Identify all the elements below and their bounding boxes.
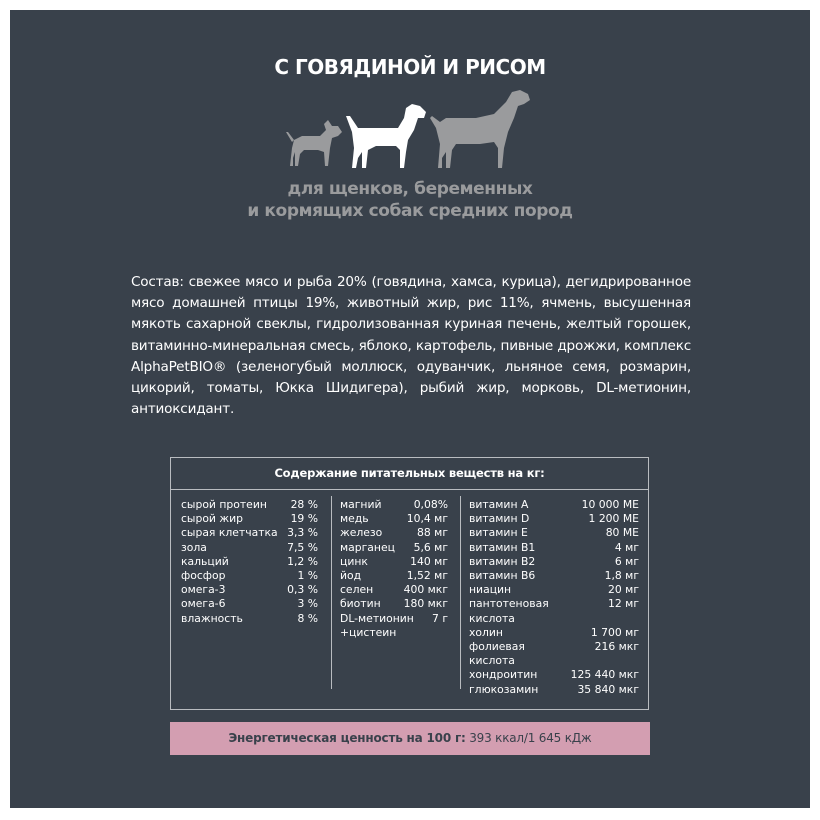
nutrient-name: витамин B6: [469, 569, 536, 583]
nutrient-table-heading: Содержание питательных веществ на кг:: [171, 458, 648, 490]
nutrient-value: 0,08%: [413, 498, 448, 511]
nutrient-row: [340, 555, 448, 569]
column-divider: [460, 496, 461, 689]
nutrient-row: [469, 640, 639, 668]
nutrient-name: пантотеновая кислота: [469, 597, 549, 625]
nutrient-row: [181, 569, 318, 583]
nutrient-value: 1 700 мг: [590, 625, 639, 639]
nutrient-value: 0,3 %: [287, 583, 318, 597]
nutrient-row: [340, 569, 448, 583]
nutrient-row: [340, 583, 448, 597]
nutrient-row: [469, 569, 639, 583]
nutrient-name: йод: [340, 569, 362, 583]
nutrient-value: 4 мг: [614, 540, 639, 554]
nutrient-value: 19 %: [290, 512, 318, 526]
nutrient-value: 1,52 мг: [406, 569, 448, 583]
nutrient-name: витамин E: [469, 526, 528, 540]
nutrient-name: витамин A: [469, 498, 529, 511]
energy-value-band: [170, 722, 650, 755]
nutrient-column-vitamins: [469, 498, 639, 697]
nutrient-value: 28 %: [290, 498, 318, 511]
nutrient-name: фосфор: [181, 569, 226, 583]
nutrient-name: магний: [340, 498, 382, 511]
nutrient-name: ниацин: [469, 583, 512, 597]
nutrient-row: [181, 512, 318, 526]
nutrient-name: сырой протеин: [181, 498, 267, 511]
nutrient-name: влажность: [181, 611, 243, 625]
nutrient-row: [469, 683, 639, 697]
nutrient-value: 8 %: [297, 611, 318, 625]
nutrient-value: 1 %: [297, 569, 318, 583]
nutrient-value: 7 г: [432, 611, 448, 625]
nutrient-value: 88 мг: [417, 526, 448, 540]
nutrient-name: сырой жир: [181, 512, 243, 526]
nutrient-row: [181, 541, 318, 555]
nutrient-value: 125 440 мкг: [570, 668, 639, 682]
nutrient-name: омега-3: [181, 583, 226, 597]
nutrient-row: [469, 583, 639, 597]
subtitle-line-2: и кормящих собак средних пород: [247, 201, 573, 221]
nutrient-row: [340, 526, 448, 540]
nutrient-row: [181, 597, 318, 611]
nutrient-value: 180 мкг: [403, 597, 448, 611]
nutrient-row: [340, 597, 448, 611]
nutrient-name: омега-6: [181, 597, 226, 611]
nutrient-value: 35 840 мкг: [577, 682, 639, 696]
nutrient-name: селен: [340, 583, 374, 597]
nutrient-name: железо: [340, 526, 383, 540]
nutrient-name: зола: [181, 540, 207, 554]
nutrient-row: [469, 526, 639, 540]
nutrient-row: [340, 612, 448, 640]
nutrient-row: [340, 512, 448, 526]
nutrient-value: 1,2 %: [287, 554, 318, 568]
nutrient-name: глюкозамин: [469, 682, 539, 696]
nutrient-column-minerals: [340, 498, 448, 640]
nutrient-name: биотин: [340, 597, 381, 611]
nutrient-row: [469, 498, 639, 512]
nutrient-row: [469, 512, 639, 526]
nutrient-name: цинк: [340, 554, 368, 568]
column-divider: [331, 496, 332, 689]
nutrient-row: [340, 541, 448, 555]
large-dog-icon: [430, 90, 530, 168]
target-audience: [0, 178, 820, 222]
nutrient-row: [469, 541, 639, 555]
nutrient-name: марганец: [340, 540, 395, 554]
nutrient-value: 216 мкг: [594, 640, 639, 654]
medium-dog-icon: [346, 104, 426, 168]
nutrient-row: [181, 526, 318, 540]
nutrient-name: витамин B2: [469, 554, 536, 568]
nutrient-name: DL-метионин +цистеин: [340, 611, 414, 639]
nutrient-value: 1 200 МЕ: [588, 512, 639, 526]
nutrient-value: 5,6 мг: [413, 540, 448, 554]
nutrient-name: сырая клетчатка: [181, 526, 278, 540]
nutrient-row: [340, 498, 448, 512]
product-title: С ГОВЯДИНОЙ И РИСОМ: [274, 55, 546, 79]
nutrient-value: 6 мг: [614, 554, 639, 568]
nutrient-value: 12 мг: [608, 597, 639, 611]
composition-text: Состав: свежее мясо и рыба 20% (говядина, хамса, курица), дегидрированное мясо домашней птицы 19%, животный жир, рис 11%, ячмень, высушенная мякоть сахарной свеклы, гидролизованная куриная печень, желтый горошек, витаминно-минеральная смесь, яблоко, картофель, пивные дрожжи, комплекс AlphaPetBIO® (зеленогубый моллюск, одуванчик, льняное семя, розмарин, цикорий, томаты, Юкка Шидигера), рыбий жир, морковь, DL-метионин, антиоксидант.: [131, 274, 691, 418]
subtitle-line-1: для щенков, беременных: [287, 179, 533, 199]
nutrient-row: [469, 555, 639, 569]
nutrient-row: [181, 612, 318, 626]
nutrient-value: 80 МЕ: [605, 526, 639, 540]
nutrient-value: 20 мг: [608, 583, 639, 597]
nutrient-value: 10,4 мг: [406, 512, 448, 526]
nutrient-value: 400 мкг: [403, 583, 448, 597]
nutrient-row: [469, 626, 639, 640]
nutrient-value: 3,3 %: [287, 526, 318, 540]
dog-size-icons: [280, 88, 540, 174]
nutrient-row: [181, 583, 318, 597]
nutrient-row: [469, 597, 639, 625]
energy-value: 393 ккал/1 645 кДж: [469, 731, 592, 745]
nutrient-value: 3 %: [297, 597, 318, 611]
nutrient-column-basic: [181, 498, 318, 626]
small-dog-icon: [286, 120, 342, 166]
nutrient-name: витамин D: [469, 512, 530, 526]
nutrient-value: 10 000 МЕ: [581, 498, 639, 511]
nutrient-row: [469, 668, 639, 682]
nutrient-value: 1,8 мг: [604, 569, 639, 583]
nutrient-name: витамин B1: [469, 540, 536, 554]
nutrient-row: [181, 555, 318, 569]
nutrient-name: медь: [340, 512, 369, 526]
nutrient-row: [181, 498, 318, 512]
nutrient-name: хондроитин: [469, 668, 538, 682]
nutrient-value: 7,5 %: [287, 540, 318, 554]
energy-label: Энергетическая ценность на 100 г:: [228, 731, 466, 745]
nutrient-table: [170, 457, 649, 710]
nutrient-value: 140 мг: [410, 554, 448, 568]
nutrient-name: холин: [469, 625, 503, 639]
nutrient-name: кальций: [181, 554, 229, 568]
nutrient-name: фолиевая кислота: [469, 640, 525, 668]
